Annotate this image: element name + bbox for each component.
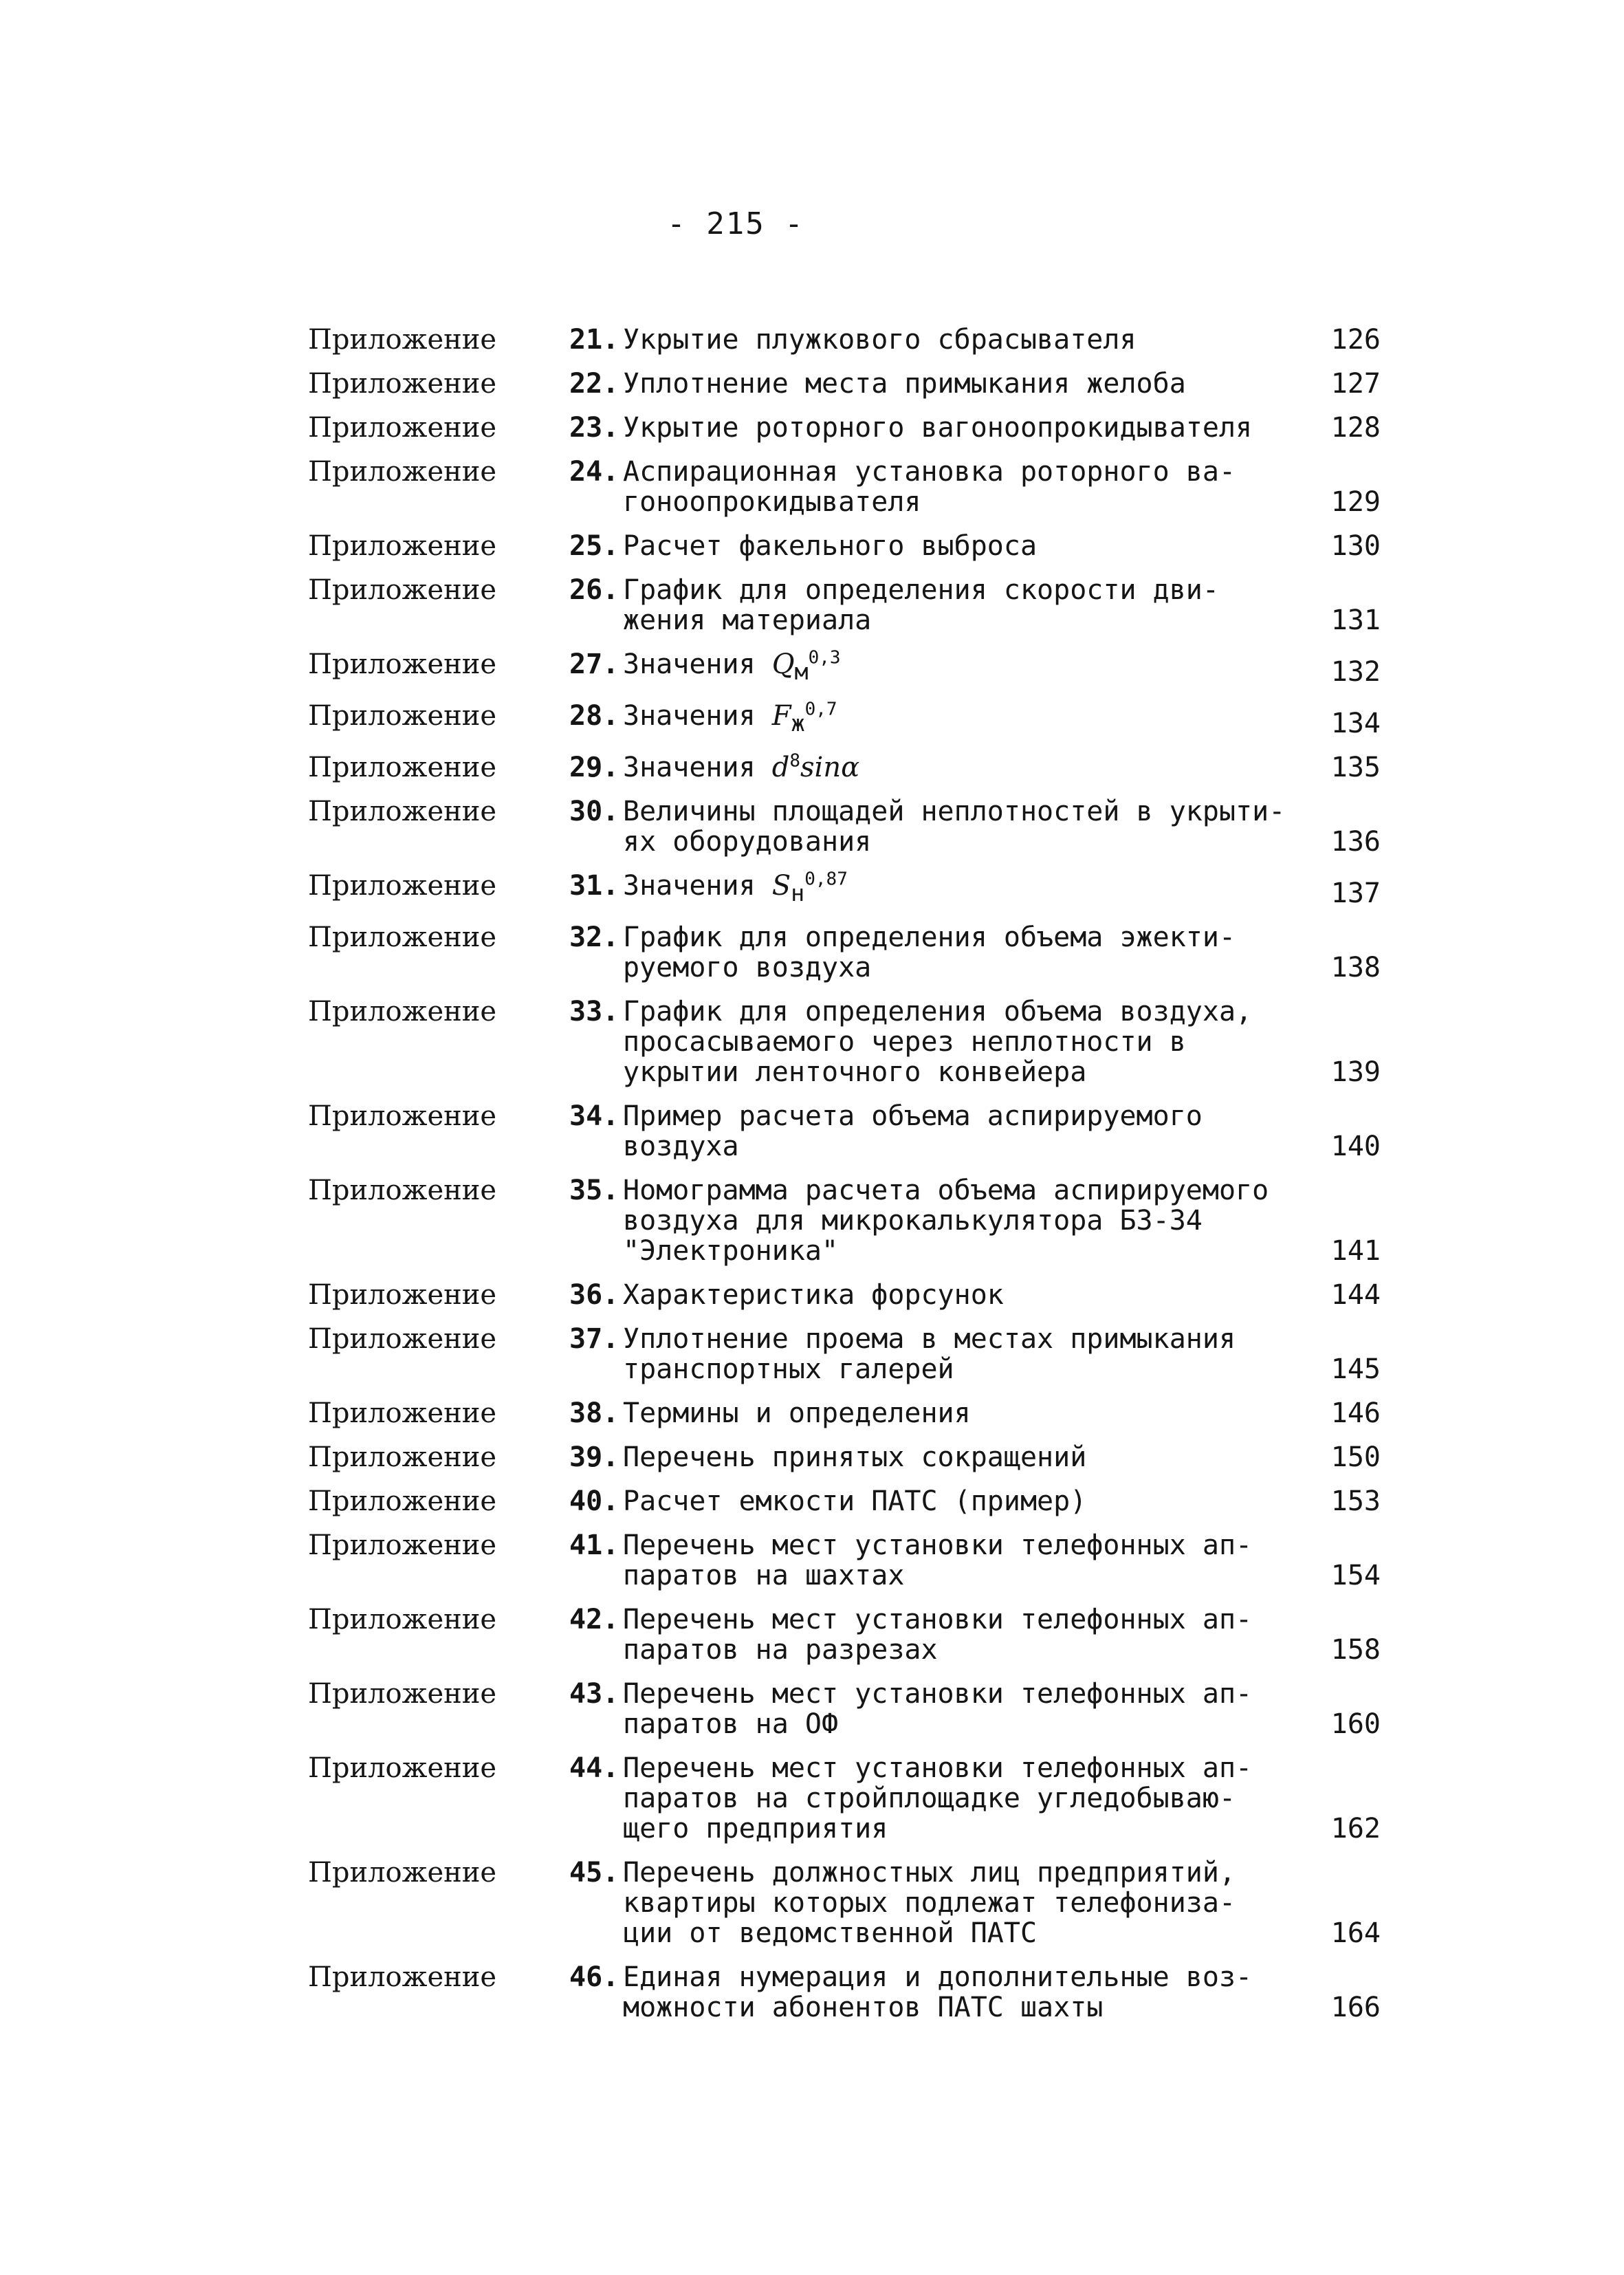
entry-label: Приложение xyxy=(308,1752,497,1784)
entry-page: 127 xyxy=(1330,368,1381,400)
entry-label: Приложение xyxy=(308,1530,497,1561)
entry-label: Приложение xyxy=(308,412,497,444)
entry-page: 162 xyxy=(1330,1813,1381,1844)
math-superscript: 0,7 xyxy=(804,699,837,720)
entry-title: Характеристика форсунок xyxy=(623,1279,1004,1311)
entry-title-text: Значения xyxy=(623,700,756,732)
entry-label: Приложение xyxy=(308,1279,497,1311)
math-subscript: м xyxy=(794,658,809,685)
toc-entry xyxy=(308,369,1381,399)
entry-title: Перечень мест установки телефонных ап- паратов на стройплощадке угледобываю- щего предприятия xyxy=(623,1752,1253,1844)
entry-page: 130 xyxy=(1330,530,1381,562)
entry-label: Приложение xyxy=(308,1397,497,1429)
entry-label: Приложение xyxy=(308,1961,497,1993)
toc-entry xyxy=(308,1858,1381,1948)
entry-number: 39. xyxy=(569,1441,619,1473)
toc-entry xyxy=(308,1101,1381,1162)
entry-number: 32. xyxy=(569,922,619,953)
entry-label: Приложение xyxy=(308,752,497,783)
math-symbol: S xyxy=(771,870,791,902)
toc-entry xyxy=(308,1324,1381,1384)
entry-page: 146 xyxy=(1330,1397,1381,1429)
entry-title xyxy=(623,871,1319,908)
toc-entry xyxy=(308,1280,1381,1310)
entry-number: 43. xyxy=(569,1678,619,1710)
entry-number: 44. xyxy=(569,1752,619,1784)
entry-page: 153 xyxy=(1330,1485,1381,1517)
entry-number: 41. xyxy=(569,1530,619,1561)
toc-entry xyxy=(308,871,1381,908)
entry-title: Единая нумерация и дополнительные воз- можности абонентов ПАТС шахты xyxy=(623,1961,1253,2023)
entry-number: 33. xyxy=(569,996,619,1027)
entry-number: 36. xyxy=(569,1279,619,1311)
math-subscript: ж xyxy=(791,710,805,737)
entry-page: 134 xyxy=(1330,708,1381,739)
entry-number: 27. xyxy=(569,649,619,680)
toc-entry xyxy=(308,796,1381,857)
entry-title: Перечень мест установки телефонных ап- паратов на разрезах xyxy=(623,1604,1253,1666)
entry-number: 24. xyxy=(569,456,619,488)
toc-entry xyxy=(308,997,1381,1087)
toc-entry xyxy=(308,1398,1381,1428)
toc-entry xyxy=(308,1442,1381,1472)
entry-label: Приложение xyxy=(308,324,497,356)
entry-label: Приложение xyxy=(308,700,497,732)
toc-entry xyxy=(308,922,1381,983)
entry-title-text: Значения xyxy=(623,649,756,680)
toc-entry xyxy=(308,701,1381,739)
entry-label: Приложение xyxy=(308,530,497,562)
entry-title: График для определения объема эжекти- руемого воздуха xyxy=(623,922,1236,983)
math-symbol: d xyxy=(771,752,790,783)
entry-number: 23. xyxy=(569,412,619,444)
entry-title: Аспирационная установка роторного ва- гоноопрокидывателя xyxy=(623,456,1236,518)
math-symbol: Q xyxy=(771,649,795,680)
entry-page: 139 xyxy=(1330,1056,1381,1088)
entry-title: Укрытие плужкового сбрасывателя xyxy=(623,324,1137,356)
entry-number: 26. xyxy=(569,574,619,606)
entry-number: 21. xyxy=(569,324,619,356)
toc-entry xyxy=(308,1175,1381,1266)
entry-number: 38. xyxy=(569,1397,619,1429)
entry-label: Приложение xyxy=(308,1485,497,1517)
entry-label: Приложение xyxy=(308,996,497,1027)
toc-entry xyxy=(308,413,1381,443)
toc-entry xyxy=(308,1753,1381,1844)
entry-page: 141 xyxy=(1330,1235,1381,1267)
entry-title xyxy=(623,701,1319,739)
entry-title: Термины и определения xyxy=(623,1397,971,1429)
toc-entry xyxy=(308,1604,1381,1665)
entry-page: 150 xyxy=(1330,1441,1381,1473)
toc-entry xyxy=(308,1679,1381,1739)
entry-label: Приложение xyxy=(308,1857,497,1888)
entry-page: 144 xyxy=(1330,1279,1381,1311)
entry-label: Приложение xyxy=(308,649,497,680)
entry-page: 138 xyxy=(1330,952,1381,983)
entry-number: 25. xyxy=(569,530,619,562)
entry-page: 135 xyxy=(1330,752,1381,783)
entry-number: 45. xyxy=(569,1857,619,1888)
entry-page: 140 xyxy=(1330,1131,1381,1162)
entry-number: 22. xyxy=(569,368,619,400)
entry-title: Расчет факельного выброса xyxy=(623,530,1038,562)
entry-number: 46. xyxy=(569,1961,619,1993)
entry-number: 29. xyxy=(569,752,619,783)
entry-page: 154 xyxy=(1330,1560,1381,1591)
entry-label: Приложение xyxy=(308,1441,497,1473)
entry-label: Приложение xyxy=(308,1604,497,1635)
toc-entry xyxy=(308,531,1381,561)
entry-page: 145 xyxy=(1330,1353,1381,1385)
entry-number: 31. xyxy=(569,870,619,902)
entry-page: 166 xyxy=(1330,1992,1381,2023)
entry-page: 158 xyxy=(1330,1634,1381,1666)
entry-page: 129 xyxy=(1330,486,1381,518)
toc-entry xyxy=(308,1962,1381,2023)
entry-page: 126 xyxy=(1330,324,1381,356)
entry-title: Перечень мест установки телефонных ап- паратов на ОФ xyxy=(623,1678,1253,1740)
toc-entry xyxy=(308,457,1381,517)
entry-title-text: Значения xyxy=(623,870,756,902)
entry-title: Перечень принятых сокращений xyxy=(623,1441,1087,1473)
entry-title: Перечень мест установки телефонных ап- паратов на шахтах xyxy=(623,1530,1253,1591)
entry-label: Приложение xyxy=(308,1175,497,1206)
toc-entry xyxy=(308,649,1381,687)
entry-label: Приложение xyxy=(308,456,497,488)
entry-number: 30. xyxy=(569,796,619,827)
entry-label: Приложение xyxy=(308,870,497,902)
entry-title: График для определения скорости дви- жения материала xyxy=(623,574,1219,636)
entry-page: 128 xyxy=(1330,412,1381,444)
entry-number: 37. xyxy=(569,1323,619,1355)
entry-label: Приложение xyxy=(308,922,497,953)
entry-title: Укрытие роторного вагоноопрокидывателя xyxy=(623,412,1253,444)
math-superscript: 0,87 xyxy=(804,869,848,890)
math-symbol: F xyxy=(771,700,791,732)
entry-page: 164 xyxy=(1330,1917,1381,1949)
entry-title: Перечень должностных лиц предприятий, квартиры которых подлежат телефониза- ции от ведомственной ПАТС xyxy=(623,1857,1236,1949)
entry-title-text: Значения xyxy=(623,752,756,783)
entry-label: Приложение xyxy=(308,574,497,606)
entry-number: 28. xyxy=(569,700,619,732)
entry-label: Приложение xyxy=(308,1678,497,1710)
entry-title: Уплотнение проема в местах примыкания транспортных галерей xyxy=(623,1323,1236,1385)
toc-entry xyxy=(308,575,1381,635)
toc-entry xyxy=(308,325,1381,355)
entry-page: 137 xyxy=(1330,878,1381,909)
entry-label: Приложение xyxy=(308,368,497,400)
entry-label: Приложение xyxy=(308,1323,497,1355)
entry-title: Расчет емкости ПАТС (пример) xyxy=(623,1485,1087,1517)
entry-number: 40. xyxy=(569,1485,619,1517)
math-superscript: 8 xyxy=(789,750,801,772)
entry-number: 42. xyxy=(569,1604,619,1635)
toc-entry xyxy=(308,752,1381,783)
entry-title: Номограмма расчета объема аспирируемого воздуха для микрокалькулятора БЗ-34 "Электроника" xyxy=(623,1175,1269,1267)
entry-number: 35. xyxy=(569,1175,619,1206)
entry-title: Уплотнение места примыкания желоба xyxy=(623,368,1186,400)
entry-title xyxy=(623,752,1319,783)
entry-page: 160 xyxy=(1330,1708,1381,1740)
toc-entry xyxy=(308,1530,1381,1591)
entry-label: Приложение xyxy=(308,1100,497,1132)
entry-page: 136 xyxy=(1330,826,1381,858)
math-superscript: 0,3 xyxy=(808,647,841,668)
entry-title: Величины площадей неплотностей в укрыти- ях оборудования xyxy=(623,796,1286,858)
entry-title: График для определения объема воздуха, просасываемого через неплотности в укрытии ленточного конвейера xyxy=(623,996,1253,1088)
math-function: sinα xyxy=(800,752,860,783)
toc-entry xyxy=(308,1486,1381,1516)
entry-page: 131 xyxy=(1330,605,1381,636)
entry-title: Пример расчета объема аспирируемого воздуха xyxy=(623,1100,1203,1162)
table-of-contents xyxy=(308,325,1381,2036)
math-subscript: н xyxy=(791,880,805,906)
entry-label: Приложение xyxy=(308,796,497,827)
entry-title xyxy=(623,649,1319,687)
entry-page: 132 xyxy=(1330,656,1381,688)
page-number: - 215 - xyxy=(667,206,804,241)
entry-number: 34. xyxy=(569,1100,619,1132)
